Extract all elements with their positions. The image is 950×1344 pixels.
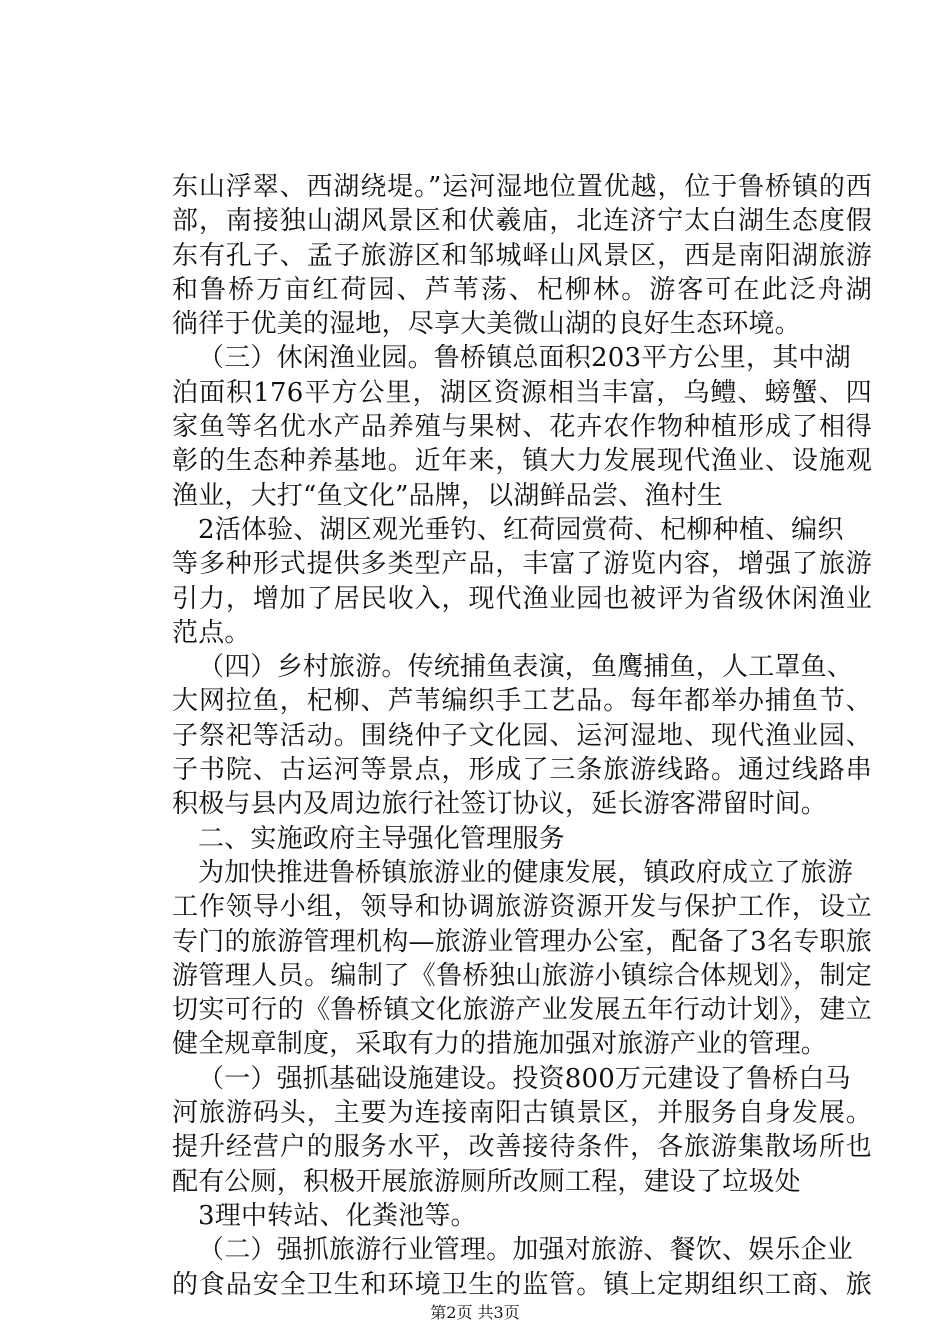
section-heading: 二、实施政府主导强化管理服务	[198, 823, 565, 854]
text-line: 切实可行的《鲁桥镇文化旅游产业发展五年行动计划》，建立	[172, 995, 872, 1026]
text-line: （一）强抓基础设施建设。投资800万元建设了鲁桥白马	[198, 1063, 851, 1094]
text-line: 和鲁桥万亩红荷园、芦苇荡、杞柳林。游客可在此泛舟湖	[172, 274, 872, 305]
page-footer	[0, 1303, 950, 1323]
text-line: 彰的生态种养基地。近年来，镇大力发展现代渔业、设施观	[172, 446, 872, 477]
text-line: 徜徉于优美的湿地，尽享大美微山湖的良好生态环境。	[172, 309, 801, 340]
text-line: 专门的旅游管理机构—旅游业管理办公室，配备了3名专职旅	[172, 926, 872, 957]
document-body	[172, 170, 872, 1302]
text-line: 的食品安全卫生和环境卫生的监管。镇上定期组织工商、旅	[172, 1269, 872, 1300]
text-line: 引力，增加了居民收入，现代渔业园也被评为省级休闲渔业	[172, 583, 872, 614]
text-line: 部，南接独山湖风景区和伏羲庙，北连济宁太白湖生态度假	[172, 206, 872, 237]
text-line: 东山浮翠、西湖绕堤。”运河湿地位置优越，位于鲁桥镇的西	[172, 172, 872, 202]
text-line: 游管理人员。编制了《鲁桥独山旅游小镇综合体规划》，制定	[172, 960, 872, 991]
text-line: 3理中转站、化粪池等。	[198, 1200, 477, 1231]
text-line: 子书院、古运河等景点，形成了三条旅游线路。通过线路串	[172, 755, 872, 786]
text-line: 积极与县内及周边旅行社签订协议，延长游客滞留时间。	[172, 789, 828, 820]
text-line: 工作领导小组，领导和协调旅游资源开发与保护工作，设立	[172, 892, 872, 923]
text-line: 子祭祀等活动。围绕仲子文化园、运河湿地、现代渔业园、	[172, 720, 872, 751]
page-number-label: 第2页 共3页	[430, 1303, 520, 1322]
text-line: 为加快推进鲁桥镇旅游业的健康发展，镇政府成立了旅游	[198, 857, 854, 888]
text-line: 健全规章制度，采取有力的措施加强对旅游产业的管理。	[172, 1029, 828, 1060]
text-line: 渔业，大打“鱼文化”品牌，以湖鲜品尝、渔村生	[172, 480, 723, 511]
text-line: （三）休闲渔业园。鲁桥镇总面积203平方公里，其中湖	[198, 343, 851, 374]
text-line: 家鱼等名优水产品养殖与果树、花卉农作物种植形成了相得	[172, 412, 872, 443]
text-line: 河旅游码头，主要为连接南阳古镇景区，并服务自身发展。	[172, 1098, 872, 1129]
text-line: 范点。	[172, 617, 251, 648]
text-line: 泊面积176平方公里，湖区资源相当丰富，乌鳢、螃蟹、四	[172, 377, 872, 408]
text-line: 大网拉鱼，杞柳、芦苇编织手工艺品。每年都举办捕鱼节、	[172, 686, 872, 717]
text-line: 2活体验、湖区观光垂钓、红荷园赏荷、杞柳种植、编织	[198, 514, 844, 545]
text-line: 等多种形式提供多类型产品，丰富了游览内容，增强了旅游	[172, 549, 872, 580]
text-line: 东有孔子、孟子旅游区和邹城峄山风景区，西是南阳湖旅游	[172, 240, 872, 271]
text-line: （四）乡村旅游。传统捕鱼表演，鱼鹰捕鱼，人工罩鱼、	[198, 652, 854, 683]
text-line: 提升经营户的服务水平，改善接待条件，各旅游集散场所也	[172, 1132, 872, 1163]
text-line: （二）强抓旅游行业管理。加强对旅游、餐饮、娱乐企业	[198, 1235, 854, 1266]
text-line: 配有公厕，积极开展旅游厕所改厕工程，建设了垃圾处	[172, 1166, 801, 1197]
